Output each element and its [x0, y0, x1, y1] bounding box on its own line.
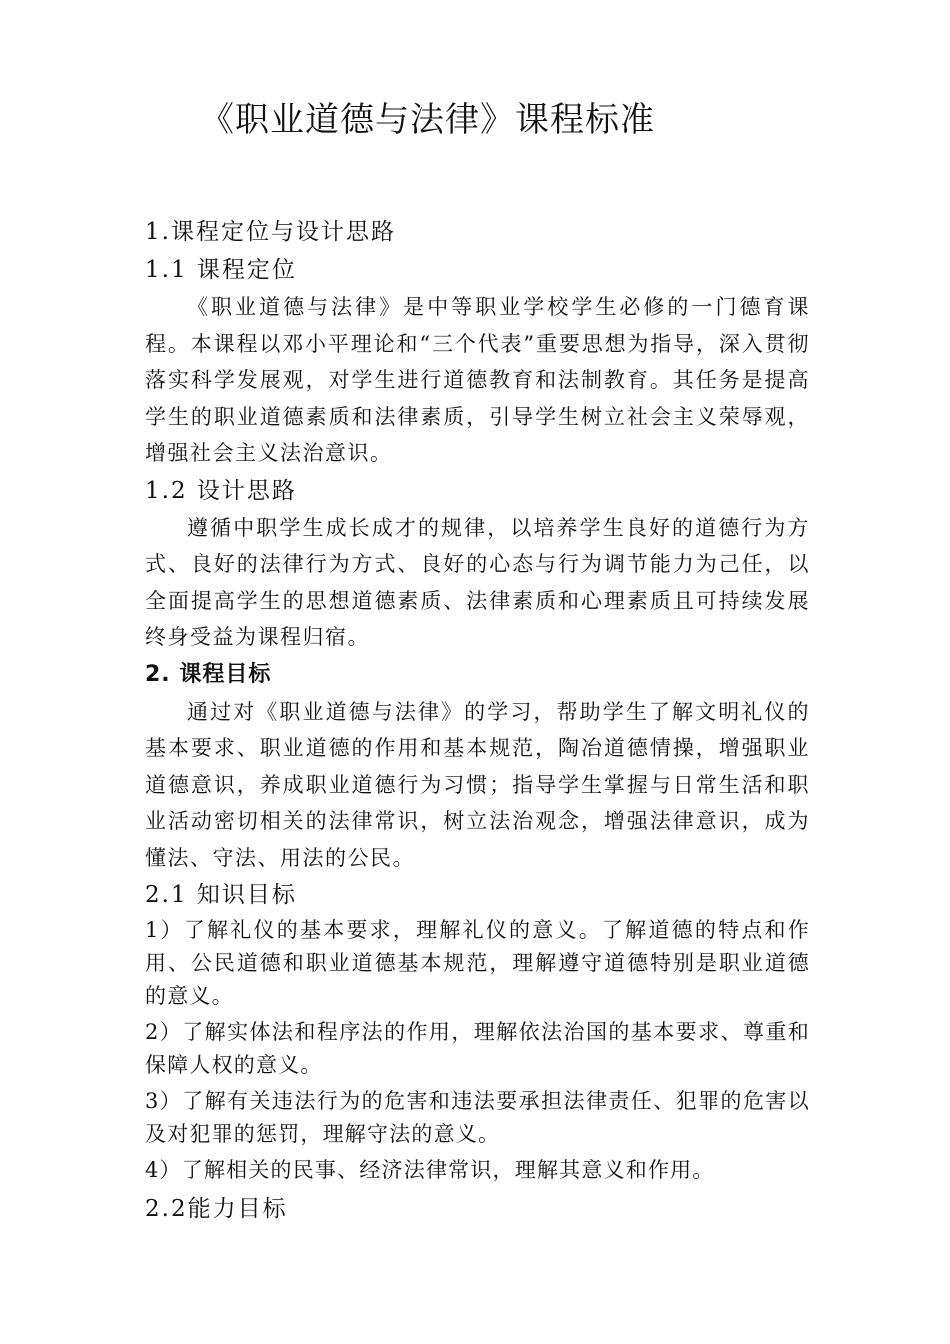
- section-heading-2-1: 2.1 知识目标: [145, 882, 297, 908]
- list-item: 3）了解有关违法行为的危害和违法要承担法律责任、犯罪的危害以及对犯罪的惩罚，理解守法的意义。: [145, 1089, 810, 1146]
- list-item: 2）了解实体法和程序法的作用，理解依法治国的基本要求、尊重和保障人权的意义。: [145, 1020, 810, 1077]
- paragraph-course-goals: 通过对《职业道德与法律》的学习，帮助学生了解文明礼仪的基本要求、职业道德的作用和基本规范，陶冶道德情操，增强职业道德意识，养成职业道德行为习惯；指导学生掌握与日常生活和职业活动密切相关的法律常识，树立法治观念，增强法律意识，成为懂法、守法、用法的公民。: [145, 699, 810, 870]
- section-heading-1: 1.课程定位与设计思路: [145, 219, 396, 245]
- list-item: 4）了解相关的民事、经济法律常识，理解其意义和作用。: [145, 1158, 715, 1182]
- section-heading-2: 2. 课程目标: [145, 661, 272, 687]
- list-item: 1）了解礼仪的基本要求，理解礼仪的意义。了解道德的特点和作用、公民道德和职业道德基本规范，理解遵守道德特别是职业道德的意义。: [145, 918, 810, 1008]
- paragraph-design-approach: 遵循中职学生成长成才的规律，以培养学生良好的道德行为方式、良好的法律行为方式、良好的心态与行为调节能力为己任，以全面提高学生的思想道德素质、法律素质和心理素质且可持续发展终身受益为课程归宿。: [145, 515, 810, 649]
- document-body: [145, 213, 810, 1228]
- paragraph-course-positioning: 《职业道德与法律》是中等职业学校学生必修的一门德育课程。本课程以邓小平理论和“三个代表”重要思想为指导，深入贯彻落实科学发展观，对学生进行道德教育和法制教育。其任务是提高学生的职业道德素质和法律素质，引导学生树立社会主义荣辱观，增强社会主义法治意识。: [145, 295, 810, 465]
- section-heading-2-2: 2.2能力目标: [145, 1196, 288, 1222]
- section-heading-1-2: 1.2 设计思路: [145, 477, 297, 504]
- section-heading-1-1: 1.1 课程定位: [145, 257, 297, 283]
- document-title: 《职业道德与法律》课程标准: [200, 100, 655, 140]
